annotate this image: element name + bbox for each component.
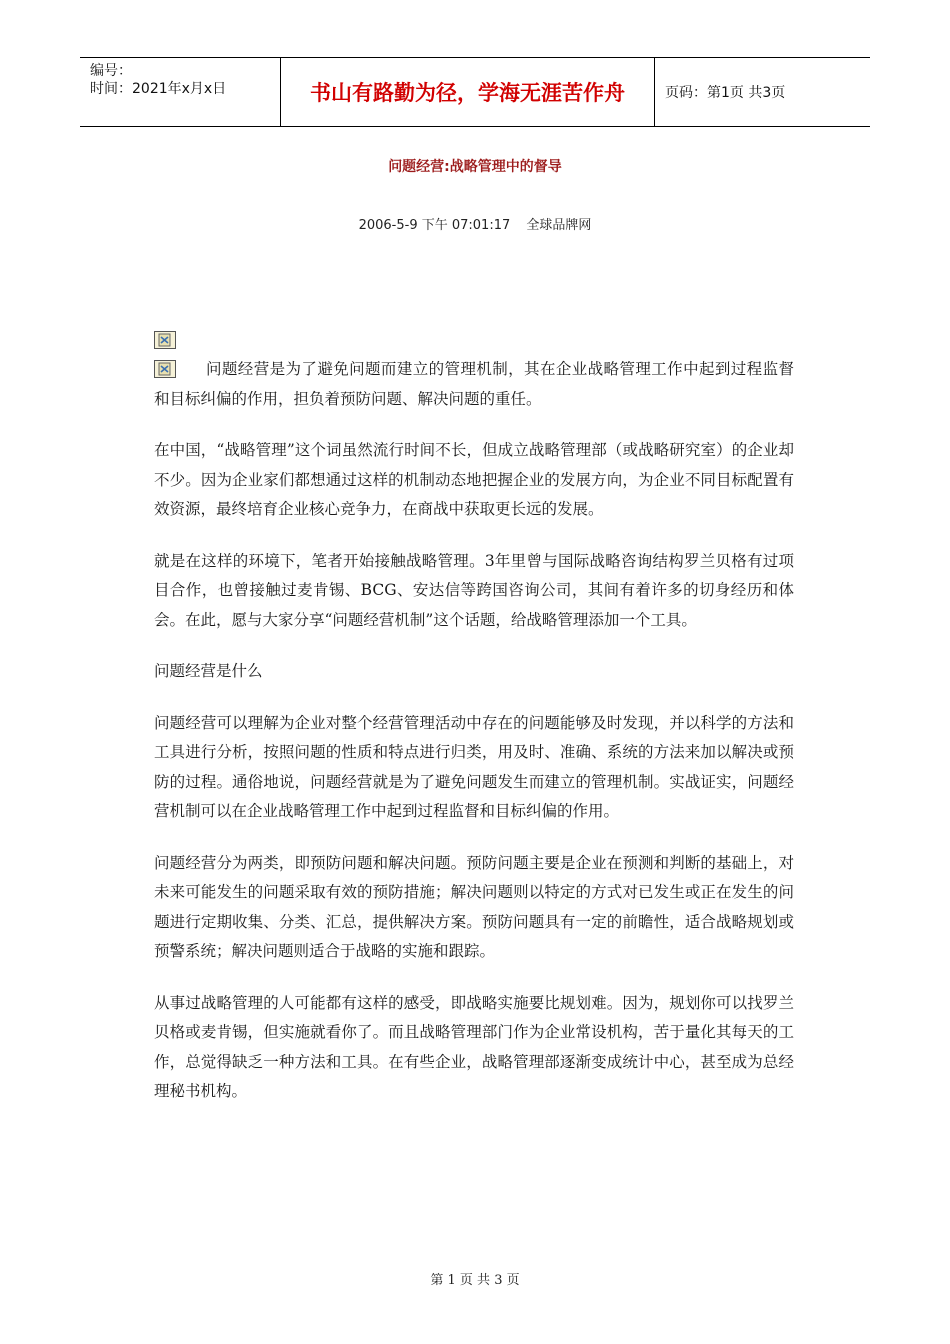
header-left-cell [80,58,281,126]
paragraph: 问题经营分为两类，即预防问题和解决问题。预防问题主要是企业在预测和判断的基础上，对未来可能发生的问题采取有效的预防措施；解决问题则以特定的方式对已发生或正在发生的问题进行定期收集、分类、汇总，提供解决方案。预防问题具有一定的前瞻性，适合战略规划或预警系统；解决问题则适合于战略的实施和跟踪。 [154,853,794,960]
paragraph: 问题经营是为了避免问题而建立的管理机制，其在企业战略管理工作中起到过程监督和目标纠偏的作用，担负着预防问题、解决问题的重任。 [154,360,794,408]
article-title: 问题经营:战略管理中的督导 [388,159,562,175]
paragraph: 就是在这样的环境下，笔者开始接触战略管理。3年里曾与国际战略咨询结构罗兰贝格有过项目合作，也曾接触过麦肯锡、BCG、安达信等跨国咨询公司，其间有着许多的切身经历和体会。在此，愿与大家分享“问题经营机制”这个话题，给战略管理添加一个工具。 [154,551,794,629]
paragraph: 问题经营可以理解为企业对整个经营管理活动中存在的问题能够及时发现，并以科学的方法和工具进行分析，按照问题的性质和特点进行归类，用及时、准确、系统的方法来加以解决或预防的过程。通俗地说，问题经营就是为了避免问题发生而建立的管理机制。实战证实，问题经营机制可以在企业战略管理工作中起到过程监督和目标纠偏的作用。 [154,713,794,820]
motto: 书山有路勤为径，学海无涯苦作舟 [281,58,655,126]
time-label: 时间：2021年x月x日 [90,81,227,97]
number-label: 编号： [90,63,132,79]
article-meta [0,214,950,233]
article-source: 全球品牌网 [526,218,592,233]
paragraph: 从事过战略管理的人可能都有这样的感受，即战略实施要比规划难。因为，规划你可以找罗兰贝格或麦肯锡，但实施就看你了。而且战略管理部门作为企业常设机构，苦于量化其每天的工作，总觉得缺乏一种方法和工具。在有些企业，战略管理部逐渐变成统计中心，甚至成为总经理秘书机构。 [154,993,794,1100]
paragraph: 在中国，“战略管理”这个词虽然流行时间不长，但成立战略管理部（或战略研究室）的企业却不少。因为企业家们都想通过这样的机制动态地把握企业的发展方向，为企业不同目标配置有效资源，最终培育企业核心竞争力，在商战中获取更长远的发展。 [154,441,794,518]
page-footer: 第 1 页 共 3 页 [430,1273,520,1288]
article-date: 2006-5-9 下午 07:01:17 [358,218,511,233]
header-table [80,57,870,127]
section-heading: 问题经营是什么 [154,662,263,680]
article-body [154,355,794,1129]
broken-image-icon [154,331,176,349]
page-info: 页码：第1页 共3页 [665,85,786,101]
